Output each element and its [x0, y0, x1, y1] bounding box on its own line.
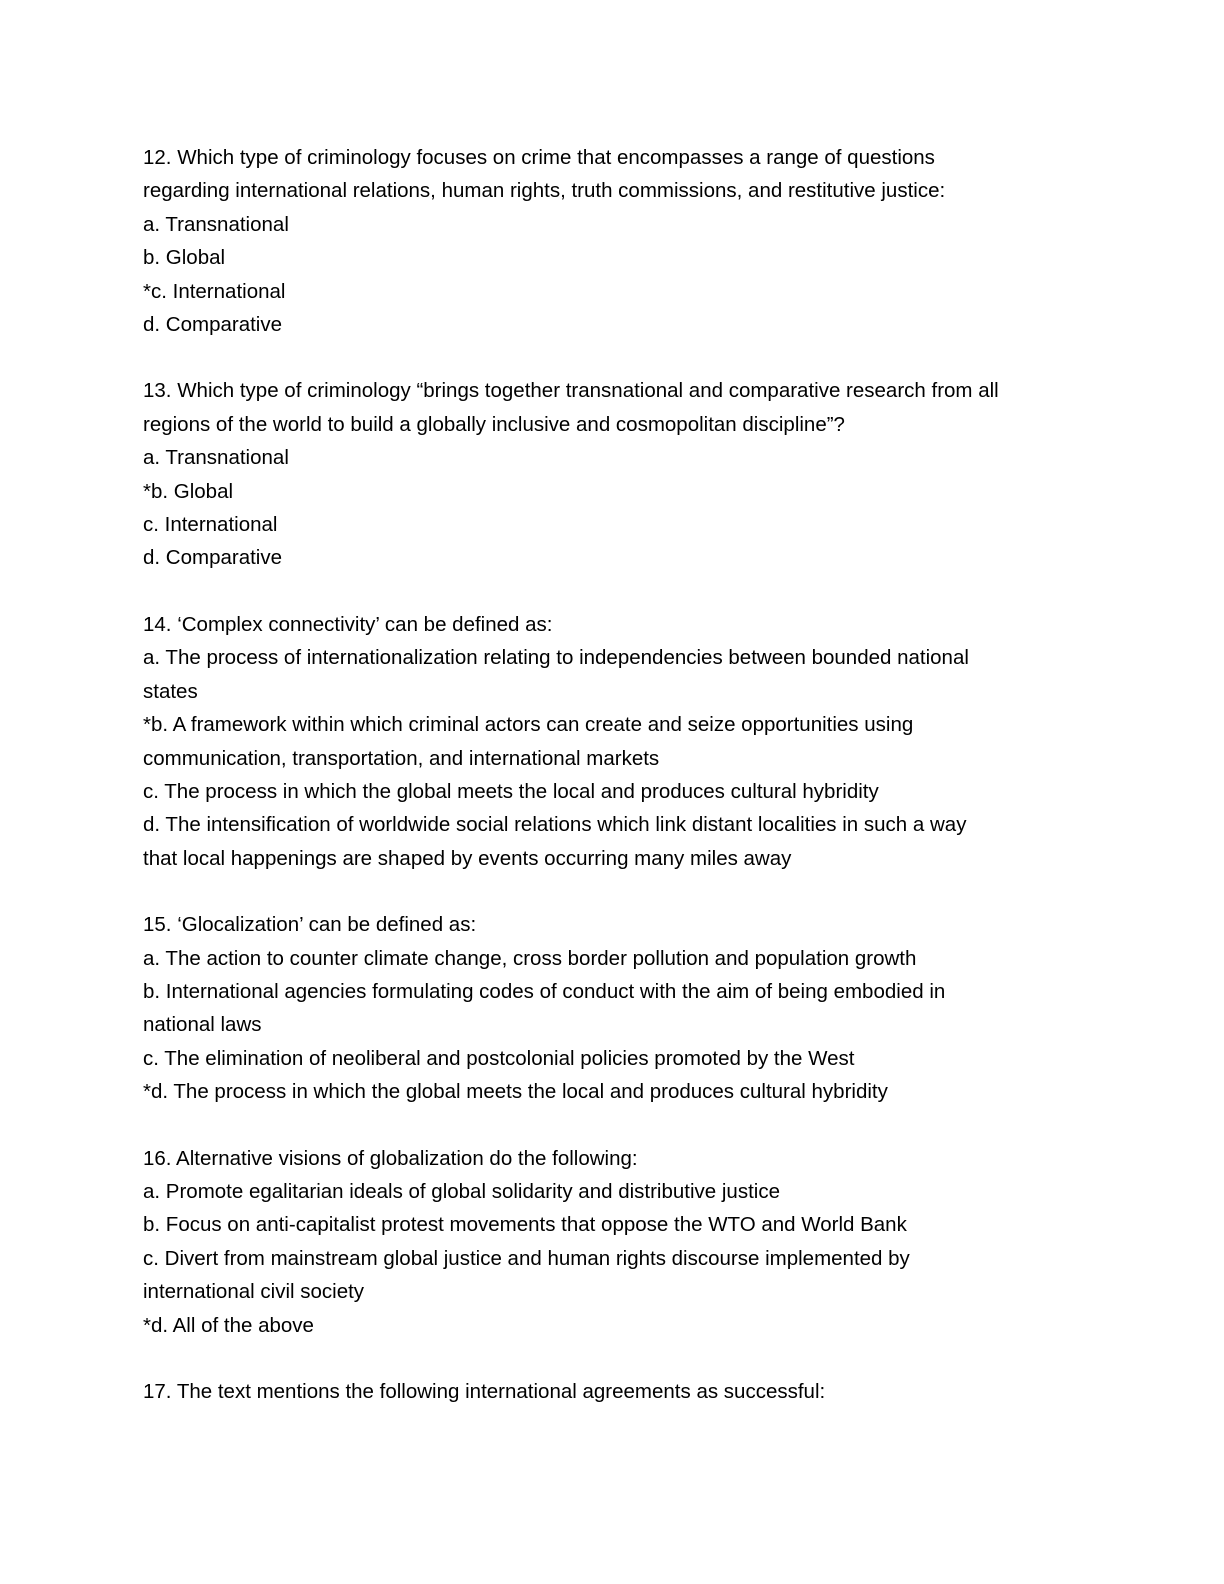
- question-14-option-d-line-1: d. The intensification of worldwide social relations which link distant localities in such a way: [143, 813, 967, 837]
- question-16-option-d: *d. All of the above: [143, 1313, 314, 1337]
- question-13-option-a: a. Transnational: [143, 446, 289, 470]
- question-14-option-d-line-2: that local happenings are shaped by events occurring many miles away: [143, 846, 792, 870]
- question-15-stem: 15. ‘Glocalization’ can be defined as:: [143, 913, 477, 937]
- question-14-option-a-line-2: states: [143, 679, 198, 703]
- question-12-option-c: *c. International: [143, 279, 286, 303]
- question-13-option-d: d. Comparative: [143, 546, 283, 570]
- question-16-option-b: b. Focus on anti-capitalist protest movements that oppose the WTO and World Bank: [143, 1213, 907, 1237]
- question-12-option-b: b. Global: [143, 246, 226, 270]
- question-13-stem-line-2: regions of the world to build a globally inclusive and cosmopolitan discipline”?: [143, 412, 845, 436]
- question-15-option-c: c. The elimination of neoliberal and postcolonial policies promoted by the West: [143, 1046, 855, 1070]
- question-17: [143, 1375, 1103, 1408]
- question-14-option-b-line-2: communication, transportation, and international markets: [143, 746, 660, 770]
- question-12-stem-line-2: regarding international relations, human rights, truth commissions, and restitutive justice:: [143, 179, 946, 203]
- question-16: [143, 1142, 1103, 1342]
- question-16-option-c-line-2: international civil society: [143, 1280, 365, 1304]
- question-16-option-a: a. Promote egalitarian ideals of global solidarity and distributive justice: [143, 1179, 780, 1203]
- question-14-option-c: c. The process in which the global meets the local and produces cultural hybridity: [143, 779, 879, 803]
- question-15-option-d: *d. The process in which the global meets the local and produces cultural hybridity: [143, 1080, 888, 1104]
- question-12-stem-line-1: 12. Which type of criminology focuses on crime that encompasses a range of questions: [143, 146, 935, 169]
- question-12-option-d: d. Comparative: [143, 313, 283, 337]
- question-16-option-c-line-1: c. Divert from mainstream global justice and human rights discourse implemented by: [143, 1246, 910, 1270]
- question-14-option-b-line-1: *b. A framework within which criminal actors can create and seize opportunities using: [143, 713, 914, 737]
- question-14-option-a-line-1: a. The process of internationalization relating to independencies between bounded national: [143, 646, 969, 670]
- question-13-option-c: c. International: [143, 513, 278, 537]
- document-page: [143, 141, 1103, 1441]
- question-14: [143, 608, 1103, 875]
- question-13-stem-line-1: 13. Which type of criminology “brings together transnational and comparative research from all: [143, 379, 999, 403]
- question-17-stem: 17. The text mentions the following international agreements as successful:: [143, 1380, 826, 1403]
- question-15-option-a: a. The action to counter climate change, cross border pollution and population growth: [143, 946, 917, 970]
- question-15: [143, 908, 1103, 1108]
- question-15-option-b-line-1: b. International agencies formulating codes of conduct with the aim of being embodied in: [143, 979, 946, 1003]
- question-15-option-b-line-2: national laws: [143, 1013, 262, 1037]
- question-13-option-b: *b. Global: [143, 479, 234, 503]
- question-12-option-a: a. Transnational: [143, 212, 289, 236]
- question-14-stem: 14. ‘Complex connectivity’ can be defined as:: [143, 612, 553, 636]
- question-12: [143, 141, 1103, 341]
- question-16-stem: 16. Alternative visions of globalization do the following:: [143, 1146, 638, 1170]
- question-13: [143, 374, 1103, 574]
